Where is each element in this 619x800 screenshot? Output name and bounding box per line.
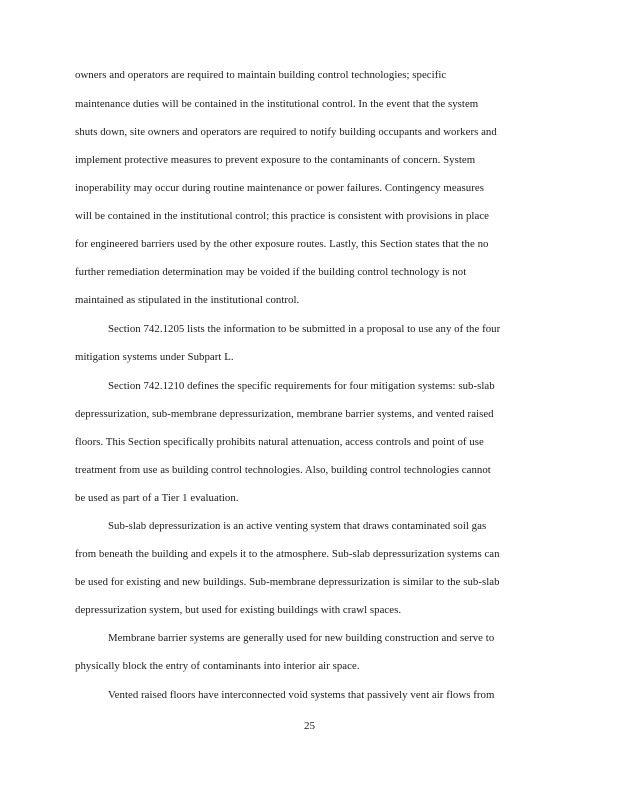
paragraph-first-line: Section 742.1210 defines the specific requirements for four mitigation systems: sub-slab [108, 380, 495, 392]
text-line: from beneath the building and expels it to the atmosphere. Sub-slab depressurization systems can [75, 548, 500, 560]
paragraph-first-line: Section 742.1205 lists the information to be submitted in a proposal to use any of the four [108, 323, 501, 335]
page-number: 25 [304, 720, 315, 732]
paragraph-first-line: Sub-slab depressurization is an active venting system that draws contaminated soil gas [108, 520, 487, 532]
text-line: treatment from use as building control technologies. Also, building control technologies cannot [75, 464, 491, 476]
text-line: floors. This Section specifically prohibits natural attenuation, access controls and point of use [75, 436, 484, 448]
text-line: depressurization system, but used for existing buildings with crawl spaces. [75, 604, 402, 616]
text-line: owners and operators are required to maintain building control technologies; specific [75, 69, 447, 81]
text-line: shuts down, site owners and operators are required to notify building occupants and workers and [75, 126, 497, 138]
text-line: depressurization, sub-membrane depressurization, membrane barrier systems, and vented raised [75, 408, 494, 420]
text-line: maintained as stipulated in the institutional control. [75, 294, 300, 306]
text-line: mitigation systems under Subpart L. [75, 351, 234, 363]
text-line: further remediation determination may be voided if the building control technology is not [75, 266, 467, 278]
text-line: be used as part of a Tier 1 evaluation. [75, 492, 239, 504]
text-line: for engineered barriers used by the other exposure routes. Lastly, this Section states that the no [75, 238, 489, 250]
text-line: physically block the entry of contaminants into interior air space. [75, 660, 360, 672]
paragraph-first-line: Vented raised floors have interconnected void systems that passively vent air flows from [108, 689, 495, 701]
text-line: be used for existing and new buildings. Sub-membrane depressurization is similar to the sub-slab [75, 576, 500, 588]
text-line: will be contained in the institutional control; this practice is consistent with provisions in place [75, 210, 490, 222]
text-line: maintenance duties will be contained in the institutional control. In the event that the system [75, 98, 479, 110]
text-line: inoperability may occur during routine maintenance or power failures. Contingency measures [75, 182, 484, 194]
paragraph-first-line: Membrane barrier systems are generally used for new building construction and serve to [108, 632, 495, 644]
text-line: implement protective measures to prevent exposure to the contaminants of concern. System [75, 154, 476, 166]
